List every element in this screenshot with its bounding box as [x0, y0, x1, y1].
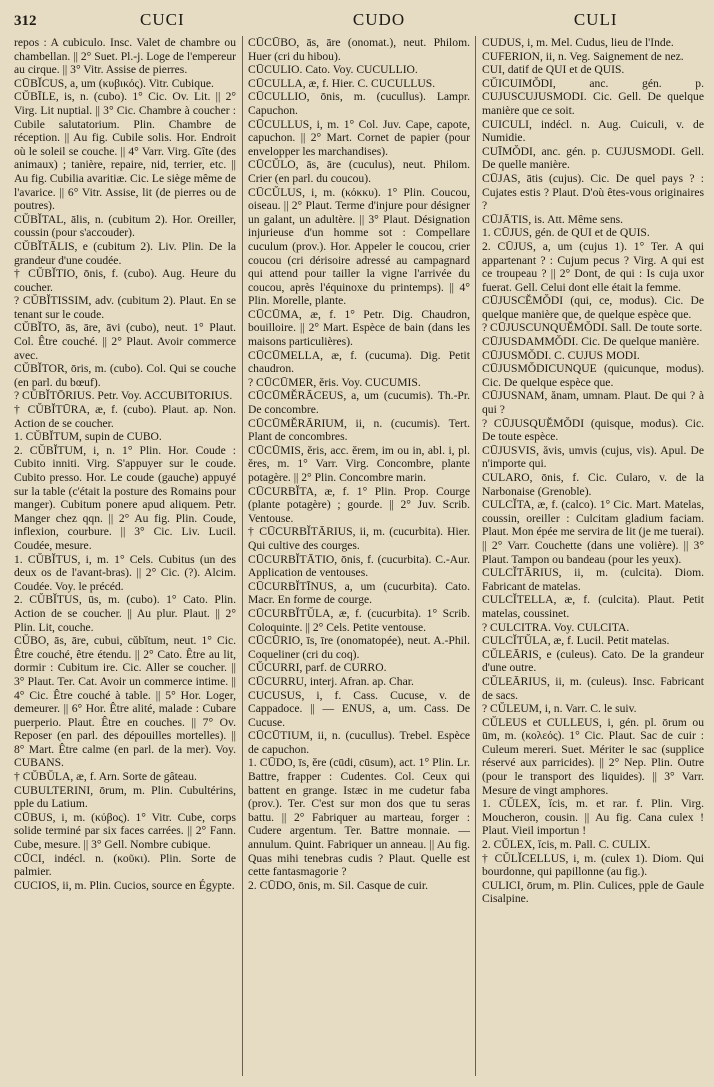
- dictionary-entry: † CŬLĬCELLUS, i, m. (culex 1). Diom. Qui bourdonne, qui papillonne (au fig.).: [482, 851, 704, 879]
- dictionary-entry: CULCĬTŬLA, æ, f. Lucil. Petit matelas.: [482, 634, 670, 648]
- dictionary-entry: ? CŪJUSCUNQUĔMŎDI. Sall. De toute sorte.: [482, 321, 703, 335]
- running-header: [14, 10, 704, 32]
- dictionary-entry: CŪCULLIO, ōnis, m. (cucullus). Lampr. Capuchon.: [248, 90, 470, 117]
- dictionary-entry: † CŬBŬLA, æ, f. Arn. Sorte de gâteau.: [14, 770, 197, 784]
- dictionary-entry: CŪJUSNAM, ănam, umnam. Plaut. De qui ? à qui ?: [482, 389, 704, 417]
- column-right: [482, 36, 704, 1076]
- guide-word-center: CUDO: [352, 10, 406, 29]
- dictionary-entry: repos : A cubiculo. Insc. Valet de chambre ou chambellan. || 2° Suet. Pl.-j. Loge de l'empereur au cirque. || 3° Vitr. Assise de pierres.: [14, 36, 236, 77]
- dictionary-entry: CŪCURBĬTĪNUS, a, um (cucurbita). Cato. Macr. En forme de courge.: [248, 579, 470, 607]
- dictionary-entry: CŬBĬTOR, ōris, m. (cubo). Col. Qui se couche (en parl. du bœuf).: [14, 362, 236, 389]
- dictionary-entry: CUI, datif de QUI et de QUIS.: [482, 63, 625, 77]
- dictionary-entry: CŪJUSVIS, ăvis, umvis (cujus, vis). Apul. De n'importe qui.: [482, 443, 704, 471]
- dictionary-entry: CULICI, ōrum, m. Plin. Culices, pple de Gaule Cisalpine.: [482, 878, 704, 906]
- dictionary-entry: 1. CŬBĬTUM, supin de CUBO.: [14, 430, 162, 444]
- dictionary-entry: CŬCURRI, parf. de CURRO.: [248, 661, 387, 675]
- dictionary-entry: CŪCULIO. Cato. Voy. CUCULLIO.: [248, 63, 418, 77]
- dictionary-entry: CŬICUIMŎDI, anc. gén. p. CUJUSCUJUSMODI. Cic. Gell. De quelque manière que ce soit.: [482, 76, 704, 117]
- dictionary-entry: CUICULI, indécl. n. Aug. Cuiculi, v. de Numidie.: [482, 117, 704, 145]
- dictionary-entry: CŬBĬTĀLIS, e (cubitum 2). Liv. Plin. De la grandeur d'une coudée.: [14, 239, 236, 267]
- dictionary-entry: CŬLEĀRIS, e (culeus). Cato. De la grandeur d'une outre.: [482, 647, 704, 675]
- dictionary-entry: † CŪCURBĬTĀRIUS, ii, m. (cucurbita). Hier. Qui cultive des courges.: [248, 525, 470, 552]
- dictionary-entry: CŬLEĀRIUS, ii, m. (culeus). Insc. Fabricant de sacs.: [482, 674, 704, 702]
- dictionary-entry: 2. CŬLEX, ĭcis, m. Pall. C. CULIX.: [482, 838, 651, 852]
- dictionary-entry: CŪCULLA, æ, f. Hier. C. CUCULLUS.: [248, 76, 436, 90]
- dictionary-entry: CŪCURRU, interj. Afran. ap. Char.: [248, 674, 414, 688]
- dictionary-entry: CŪCŪTIUM, ii, n. (cucullus). Trebel. Espèce de capuchon.: [248, 729, 470, 756]
- dictionary-entry: CŪJUSMŎDICUNQUE (quicunque, modus). Cic. De quelque espèce que.: [482, 362, 704, 389]
- dictionary-entry: 2. CŬBĬTUM, i, n. 1° Plin. Hor. Coude : Cubito inniti. Virg. S'appuyer sur le coude. Cubito presso. Hor. Le coude (gauche) appuyé sur la table (c'était la posture des Romains pour manger). Cubitum ponere apud aliquem. Petr. Manger chez qqn. || 2° Au fig. Plin. Coude, inflexion, courbure. || 3° Cic. Liv. Lucil. Coudée, mesure.: [14, 443, 236, 552]
- guide-word-left: CUCI: [140, 10, 185, 29]
- dictionary-entry: CŪCI, indécl. n. (κοῦκι). Plin. Sorte de palmier.: [14, 851, 236, 879]
- dictionary-entry: CŪCŬLUS, i, m. (κόκκυ). 1° Plin. Coucou, oiseau. || 2° Plaut. Terme d'injure pour désigner un galant, un adultère. || 3° Plaut. Désignation injurieuse d'un homme sot : Compellare cuculum (prov.). Hor. Appeler le coucou, crier coucou (cri dérisoire adressé au campagnard qui attend pour tailler la vigne l'arrivée du coucou, après l'équinoxe du printemps). || 4° Plin. Morelle, plante.: [248, 185, 470, 308]
- dictionary-entry: CULCĬTA, æ, f. (calco). 1° Cic. Mart. Matelas, coussin, oreiller : Culcitam gladium faciam. Plaut. Mon épée me servira de lit (je me tuerai). || 2° Varr. Couchette (dans une volière). || 3° Plaut. Tampon ou bandeau (pour les yeux).: [482, 498, 704, 566]
- dictionary-entry: CŪJAS, ātis (cujus). Cic. De quel pays ? : Cujates estis ? Plaut. D'où êtes-vous originaires ?: [482, 171, 704, 213]
- dictionary-entry: CŬLEUS et CULLEUS, i, gén. pl. ōrum ou ūm, m. (κολεός). 1° Cic. Plaut. Sac de cuir : Culeum mereri. Suet. Mériter le sac (supplice réservé aux parricides). || 2° Nep. Plin. Outre (pour le transport des liquides). || 3° Varr. Mesure de vingt amphores.: [482, 715, 704, 797]
- dictionary-entry: † CŬBĬTIO, ōnis, f. (cubo). Aug. Heure du coucher.: [14, 267, 236, 294]
- dictionary-entry: CUFERION, ii, n. Veg. Saignement de nez.: [482, 49, 684, 63]
- dictionary-entry: CŬBĬTAL, ālis, n. (cubitum 2). Hor. Oreiller, coussin (pour s'accouder).: [14, 212, 236, 240]
- column-middle: [242, 36, 476, 1076]
- dictionary-entry: CUCUSUS, i, f. Cass. Cucuse, v. de Cappadoce. || — ENUS, a, um. Cass. De Cucuse.: [248, 688, 470, 729]
- dictionary-entry: CŪCŪRIO, īs, īre (onomatopée), neut. A.-Phil. Coqueliner (cri du coq).: [248, 634, 470, 661]
- dictionary-entry: CŬBO, ās, āre, cubui, cŭbĭtum, neut. 1° Cic. Être couché, être étendu. || 2° Cato. Être au lit, dormir : Cubitum ire. Cic. Aller se coucher. || 3° Plaut. Ter. Cat. Avoir un commerce intime. || 4° Cic. Être couché à table. || 5° Hor. Loger, demeurer. || 6° Hor. Être alité, malade : Cubare puerperio. Plaut. Être en couches. || 7° Ov. Reposer (en parl. des dépouilles mortelles). || 8° Mart. Être calme (en parl. de la mer). Voy. CUBANS.: [14, 634, 236, 770]
- dictionary-entry: CULCĬTELLA, æ, f. (culcita). Plaut. Petit matelas, coussinet.: [482, 593, 704, 620]
- dictionary-entry: CŪCURBĬTA, æ, f. 1° Plin. Prop. Courge (plante potagère) ; gourde. || 2° Juv. Scrib. Ventouse.: [248, 484, 470, 525]
- dictionary-entry: CŪCULLUS, i, m. 1° Col. Juv. Cape, capote, capuchon. || 2° Mart. Cornet de papier (pour envelopper les marchandises).: [248, 117, 470, 158]
- dictionary-entry: ? CULCITRA. Voy. CULCITA.: [482, 620, 630, 634]
- dictionary-entry: 1. CŬLEX, ĭcis, m. et rar. f. Plin. Virg. Moucheron, cousin. || Au fig. Cana culex ! Plaut. Vieil importun !: [482, 797, 704, 838]
- dictionary-entry: CUDUS, i, m. Mel. Cudus, lieu de l'Inde.: [482, 36, 674, 49]
- dictionary-entry: 2. CŪDO, ōnis, m. Sil. Casque de cuir.: [248, 878, 429, 892]
- dictionary-entry: CUCIOS, ii, m. Plin. Cucios, source en Égypte.: [14, 878, 235, 892]
- dictionary-entry: CŪCŬLO, ās, āre (cuculus), neut. Philom. Crier (en parl. du coucou).: [248, 158, 470, 185]
- dictionary-entry: CUBULTERINI, ōrum, m. Plin. Cubultérins, pple du Latium.: [14, 783, 236, 811]
- dictionary-entry: CUĪMŎDI, anc. gén. p. CUJUSMODI. Gell. De quelle manière.: [482, 144, 704, 172]
- dictionary-entry: ? CŬBĬTŌRIUS. Petr. Voy. ACCUBITORIUS.: [14, 389, 233, 403]
- dictionary-entry: CŪBUS, i, m. (κύβος). 1° Vitr. Cube, corps solide terminé par six faces carrées. || 2° Fann. Cube, mesure. || 3° Gell. Nombre cubique.: [14, 810, 236, 852]
- dictionary-entry: 2. CŬBĬTUS, ūs, m. (cubo). 1° Cato. Plin. Action de se coucher. || Au plur. Plaut. || 2° Plin. Lit, couche.: [14, 593, 236, 634]
- dictionary-entry: CŪCŪMA, æ, f. 1° Petr. Dig. Chaudron, bouilloire. || 2° Mart. Espèce de bain (dans les maisons particulières).: [248, 307, 470, 349]
- dictionary-entry: CŪCŪMELLA, æ, f. (cucuma). Dig. Petit chaudron.: [248, 348, 470, 376]
- column-left: [14, 36, 236, 1076]
- dictionary-entry: CŪJĀTIS, is. Att. Même sens.: [482, 212, 624, 226]
- dictionary-entry: CULARO, ōnis, f. Cic. Cularo, v. de la Narbonaise (Grenoble).: [482, 471, 704, 498]
- dictionary-entry: 1. CŬBĬTUS, i, m. 1° Cels. Cubitus (un des deux os de l'avant-bras). || 2° Cic. (?). Alcim. Coudée. Voy. le précéd.: [14, 552, 236, 593]
- dictionary-entry: CŪBĬCUS, a, um (κυβικός). Vitr. Cubique.: [14, 76, 214, 90]
- page-number: 312: [14, 13, 37, 29]
- dictionary-entry: CULCĬTĀRIUS, ii, m. (culcita). Diom. Fabricant de matelas.: [482, 566, 704, 593]
- dictionary-entry: CŪJUSDAMMŎDI. Cic. De quelque manière.: [482, 335, 700, 349]
- text-columns: [14, 36, 704, 1076]
- guide-word-right: CULI: [573, 10, 618, 29]
- dictionary-entry: CŪCURBĬTĀTIO, ōnis, f. (cucurbita). C.-Aur. Application de ventouses.: [248, 552, 470, 580]
- dictionary-entry: ? CŬLEUM, i, n. Varr. C. le suiv.: [482, 702, 637, 716]
- dictionary-entry: ? CŪCŪMER, ĕris. Voy. CUCUMIS.: [248, 375, 421, 389]
- dictionary-entry: CŪCŪMIS, ĕris, acc. ĕrem, im ou in, abl. i, pl. ĕres, m. 1° Varr. Virg. Concombre, plante potagère. || 2° Plin. Concombre marin.: [248, 443, 470, 484]
- dictionary-entry: ? CŬBĬTISSIM, adv. (cubitum 2). Plaut. En se tenant sur le coude.: [14, 294, 236, 321]
- dictionary-entry: CŪCŪBO, ās, āre (onomat.), neut. Philom. Huer (cri du hibou).: [248, 36, 470, 63]
- dictionary-entry: CŬBĪLE, is, n. (cubo). 1° Cic. Ov. Lit. || 2° Virg. Lit nuptial. || 3° Cic. Chambre à coucher : Cubile salutatorium. Plin. Chambre de réception. || Au fig. Cubile solis. Hor. Endroit où le soleil se couche. || 4° Varr. Virg. Gîte (des animaux) ; tanière, repaire, nid, terrier, etc. || Au fig. Cubilia avaritiæ. Cic. Le siège même de l'avarice. || 6° Vitr. Assise, lit (de pierres ou de poutres).: [14, 90, 236, 213]
- dictionary-entry: CŪJUSMŎDI. C. CUJUS MODI.: [482, 348, 640, 362]
- dictionary-entry: CŪCURBĬTŬLA, æ, f. (cucurbita). 1° Scrib. Coloquinte. || 2° Cels. Petite ventouse.: [248, 606, 470, 634]
- dictionary-entry: CŪCŪMĔRĀRIUM, ii, n. (cucumis). Tert. Plant de concombres.: [248, 416, 470, 444]
- dictionary-entry: CŪCŪMĔRĀCEUS, a, um (cucumis). Th.-Pr. De concombre.: [248, 389, 470, 417]
- dictionary-entry: 1. CŪDO, īs, ĕre (cūdi, cūsum), act. 1° Plin. Lr. Battre, frapper : Cudentes. Col. Ceux qui battent en grange. Istæc in me cudetur faba (prov.). Ter. C'est sur mon dos que tu seras battu. || 2° Fabriquer au marteau, forger : Cudere argentum. Ter. Battre monnaie. — annulum. Quint. Fabriquer un anneau. || Au fig. Quas mihi tenebras cudis ? Plaut. Quelle est cette fantasmagorie ?: [248, 756, 470, 879]
- dictionary-entry: ? CŪJUSQUĔMŎDI (quisque, modus). Cic. De toute espèce.: [482, 416, 704, 444]
- dictionary-entry: CŬBĬTO, ās, āre, āvi (cubo), neut. 1° Plaut. Col. Être couché. || 2° Plaut. Avoir commerce avec.: [14, 321, 236, 362]
- dictionary-entry: 2. CŪJUS, a, um (cujus 1). 1° Ter. A qui appartenant ? : Cujum pecus ? Virg. A qui est ce troupeau ? || 2° Dont, de qui : Is cuja uxor fuerat. Gell. Celui dont elle était la femme.: [482, 239, 704, 294]
- dictionary-entry: CŪJUSCĔMŎDI (qui, ce, modus). Cic. De quelque manière que, de quelque espèce que.: [482, 294, 704, 321]
- dictionary-entry: 1. CŪJUS, gén. de QUI et de QUIS.: [482, 226, 650, 240]
- dictionary-entry: † CŬBĬTŪRA, æ, f. (cubo). Plaut. ap. Non. Action de se coucher.: [14, 403, 236, 430]
